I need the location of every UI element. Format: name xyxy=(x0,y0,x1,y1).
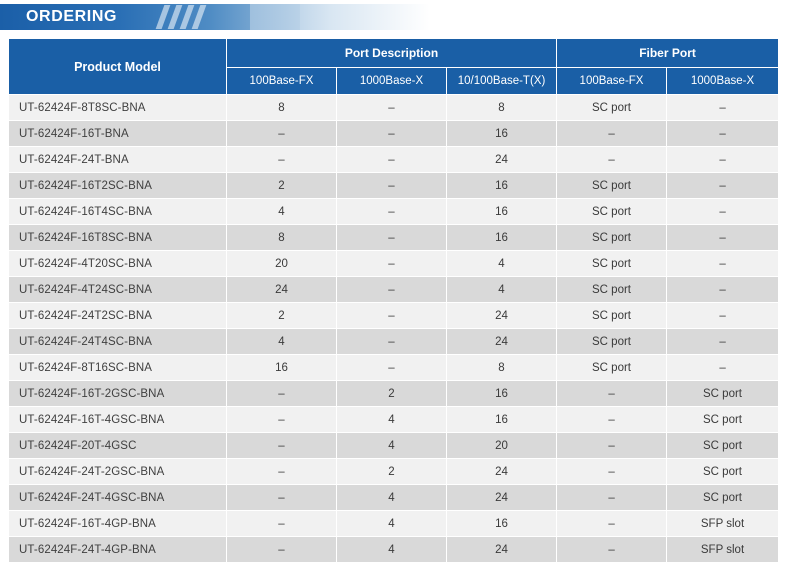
cell-1000base-x-copper: – xyxy=(337,225,447,251)
table-row xyxy=(9,407,779,433)
ordering-table xyxy=(8,38,779,563)
header-port-description: Port Description xyxy=(227,39,557,68)
cell-100base-fx-fiber: SC port xyxy=(557,225,667,251)
cell-100base-fx-copper: 4 xyxy=(227,329,337,355)
table-row xyxy=(9,433,779,459)
cell-1000base-x-fiber: SC port xyxy=(667,485,779,511)
cell-100base-fx-fiber: – xyxy=(557,485,667,511)
cell-10-100base-tx: 24 xyxy=(447,459,557,485)
cell-1000base-x-copper: – xyxy=(337,173,447,199)
cell-100base-fx-copper: – xyxy=(227,485,337,511)
cell-1000base-x-fiber: – xyxy=(667,147,779,173)
cell-100base-fx-copper: – xyxy=(227,407,337,433)
cell-100base-fx-fiber: SC port xyxy=(557,251,667,277)
cell-1000base-x-copper: 4 xyxy=(337,485,447,511)
cell-10-100base-tx: 24 xyxy=(447,147,557,173)
cell-product-model: UT-62424F-24T4SC-BNA xyxy=(9,329,227,355)
header-sub-1000base-x-fiber: 1000Base-X xyxy=(667,68,779,95)
cell-1000base-x-fiber: – xyxy=(667,225,779,251)
cell-1000base-x-fiber: – xyxy=(667,303,779,329)
cell-10-100base-tx: 16 xyxy=(447,511,557,537)
cell-1000base-x-fiber: – xyxy=(667,199,779,225)
cell-100base-fx-fiber: – xyxy=(557,459,667,485)
cell-100base-fx-fiber: SC port xyxy=(557,355,667,381)
cell-10-100base-tx: 16 xyxy=(447,173,557,199)
cell-100base-fx-copper: – xyxy=(227,121,337,147)
cell-10-100base-tx: 16 xyxy=(447,121,557,147)
cell-10-100base-tx: 24 xyxy=(447,329,557,355)
cell-1000base-x-fiber: SC port xyxy=(667,407,779,433)
cell-1000base-x-fiber: SC port xyxy=(667,459,779,485)
cell-100base-fx-fiber: – xyxy=(557,407,667,433)
cell-1000base-x-fiber: – xyxy=(667,121,779,147)
cell-100base-fx-copper: – xyxy=(227,511,337,537)
cell-product-model: UT-62424F-24T-BNA xyxy=(9,147,227,173)
cell-1000base-x-copper: – xyxy=(337,199,447,225)
cell-100base-fx-copper: – xyxy=(227,381,337,407)
cell-product-model: UT-62424F-24T-2GSC-BNA xyxy=(9,459,227,485)
header-sub-10-100base-tx: 10/100Base-T(X) xyxy=(447,68,557,95)
cell-100base-fx-fiber: – xyxy=(557,511,667,537)
cell-product-model: UT-62424F-24T-4GSC-BNA xyxy=(9,485,227,511)
cell-product-model: UT-62424F-16T2SC-BNA xyxy=(9,173,227,199)
cell-1000base-x-copper: – xyxy=(337,329,447,355)
cell-100base-fx-copper: – xyxy=(227,537,337,563)
table-row xyxy=(9,329,779,355)
cell-10-100base-tx: 20 xyxy=(447,433,557,459)
table-row xyxy=(9,199,779,225)
cell-10-100base-tx: 24 xyxy=(447,537,557,563)
cell-1000base-x-fiber: – xyxy=(667,173,779,199)
cell-product-model: UT-62424F-16T8SC-BNA xyxy=(9,225,227,251)
cell-1000base-x-fiber: – xyxy=(667,277,779,303)
cell-100base-fx-copper: 8 xyxy=(227,95,337,121)
table-row xyxy=(9,225,779,251)
cell-100base-fx-copper: 24 xyxy=(227,277,337,303)
cell-product-model: UT-62424F-24T2SC-BNA xyxy=(9,303,227,329)
cell-100base-fx-fiber: SC port xyxy=(557,329,667,355)
page-title: ORDERING xyxy=(26,8,118,25)
table-row xyxy=(9,95,779,121)
cell-product-model: UT-62424F-16T-4GP-BNA xyxy=(9,511,227,537)
header-sub-100base-fx-fiber: 100Base-FX xyxy=(557,68,667,95)
cell-product-model: UT-62424F-4T24SC-BNA xyxy=(9,277,227,303)
cell-100base-fx-copper: 16 xyxy=(227,355,337,381)
cell-product-model: UT-62424F-8T16SC-BNA xyxy=(9,355,227,381)
cell-product-model: UT-62424F-24T-4GP-BNA xyxy=(9,537,227,563)
table-row xyxy=(9,355,779,381)
table-row xyxy=(9,251,779,277)
header-product-model: Product Model xyxy=(9,39,227,95)
cell-10-100base-tx: 4 xyxy=(447,251,557,277)
cell-10-100base-tx: 8 xyxy=(447,95,557,121)
cell-1000base-x-copper: 4 xyxy=(337,433,447,459)
cell-100base-fx-fiber: SC port xyxy=(557,199,667,225)
cell-100base-fx-fiber: – xyxy=(557,433,667,459)
cell-10-100base-tx: 16 xyxy=(447,381,557,407)
cell-1000base-x-copper: – xyxy=(337,95,447,121)
cell-1000base-x-fiber: SFP slot xyxy=(667,511,779,537)
cell-product-model: UT-62424F-16T-4GSC-BNA xyxy=(9,407,227,433)
cell-10-100base-tx: 24 xyxy=(447,303,557,329)
cell-100base-fx-copper: – xyxy=(227,147,337,173)
table-row xyxy=(9,485,779,511)
table-row xyxy=(9,381,779,407)
cell-10-100base-tx: 16 xyxy=(447,225,557,251)
cell-10-100base-tx: 4 xyxy=(447,277,557,303)
header-fiber-port: Fiber Port xyxy=(557,39,779,68)
cell-1000base-x-copper: – xyxy=(337,147,447,173)
header-sub-1000base-x-copper: 1000Base-X xyxy=(337,68,447,95)
cell-100base-fx-copper: 20 xyxy=(227,251,337,277)
cell-product-model: UT-62424F-4T20SC-BNA xyxy=(9,251,227,277)
cell-1000base-x-fiber: SC port xyxy=(667,433,779,459)
table-row xyxy=(9,459,779,485)
table-row xyxy=(9,173,779,199)
cell-100base-fx-fiber: – xyxy=(557,381,667,407)
cell-1000base-x-fiber: – xyxy=(667,329,779,355)
cell-product-model: UT-62424F-16T-2GSC-BNA xyxy=(9,381,227,407)
cell-100base-fx-fiber: SC port xyxy=(557,95,667,121)
cell-product-model: UT-62424F-16T4SC-BNA xyxy=(9,199,227,225)
table-head xyxy=(9,39,779,95)
cell-1000base-x-copper: 4 xyxy=(337,537,447,563)
cell-product-model: UT-62424F-20T-4GSC xyxy=(9,433,227,459)
cell-1000base-x-copper: 2 xyxy=(337,381,447,407)
cell-1000base-x-copper: 4 xyxy=(337,407,447,433)
table-header-row-group xyxy=(9,39,779,68)
cell-100base-fx-fiber: – xyxy=(557,147,667,173)
table-row xyxy=(9,303,779,329)
cell-10-100base-tx: 24 xyxy=(447,485,557,511)
cell-1000base-x-fiber: SFP slot xyxy=(667,537,779,563)
cell-1000base-x-copper: 2 xyxy=(337,459,447,485)
banner-fade-overlay xyxy=(250,4,430,30)
cell-100base-fx-copper: 8 xyxy=(227,225,337,251)
table-row xyxy=(9,537,779,563)
cell-product-model: UT-62424F-8T8SC-BNA xyxy=(9,95,227,121)
cell-1000base-x-fiber: – xyxy=(667,95,779,121)
cell-100base-fx-copper: 2 xyxy=(227,173,337,199)
cell-100base-fx-copper: 4 xyxy=(227,199,337,225)
cell-100base-fx-copper: 2 xyxy=(227,303,337,329)
table-row xyxy=(9,147,779,173)
cell-10-100base-tx: 16 xyxy=(447,199,557,225)
cell-1000base-x-fiber: SC port xyxy=(667,381,779,407)
cell-10-100base-tx: 16 xyxy=(447,407,557,433)
cell-100base-fx-copper: – xyxy=(227,433,337,459)
cell-1000base-x-fiber: – xyxy=(667,355,779,381)
cell-product-model: UT-62424F-16T-BNA xyxy=(9,121,227,147)
cell-1000base-x-copper: – xyxy=(337,303,447,329)
table-body xyxy=(9,95,779,563)
cell-100base-fx-fiber: – xyxy=(557,121,667,147)
cell-1000base-x-copper: – xyxy=(337,355,447,381)
banner-stripes-decoration xyxy=(158,5,218,29)
section-banner xyxy=(0,0,786,34)
cell-100base-fx-copper: – xyxy=(227,459,337,485)
cell-1000base-x-fiber: – xyxy=(667,251,779,277)
cell-100base-fx-fiber: SC port xyxy=(557,277,667,303)
header-sub-100base-fx-copper: 100Base-FX xyxy=(227,68,337,95)
cell-100base-fx-fiber: SC port xyxy=(557,303,667,329)
cell-1000base-x-copper: – xyxy=(337,121,447,147)
cell-100base-fx-fiber: – xyxy=(557,537,667,563)
cell-1000base-x-copper: – xyxy=(337,277,447,303)
cell-10-100base-tx: 8 xyxy=(447,355,557,381)
cell-100base-fx-fiber: SC port xyxy=(557,173,667,199)
cell-1000base-x-copper: – xyxy=(337,251,447,277)
table-row xyxy=(9,277,779,303)
table-row xyxy=(9,121,779,147)
ordering-table-wrapper xyxy=(0,38,786,563)
table-row xyxy=(9,511,779,537)
cell-1000base-x-copper: 4 xyxy=(337,511,447,537)
